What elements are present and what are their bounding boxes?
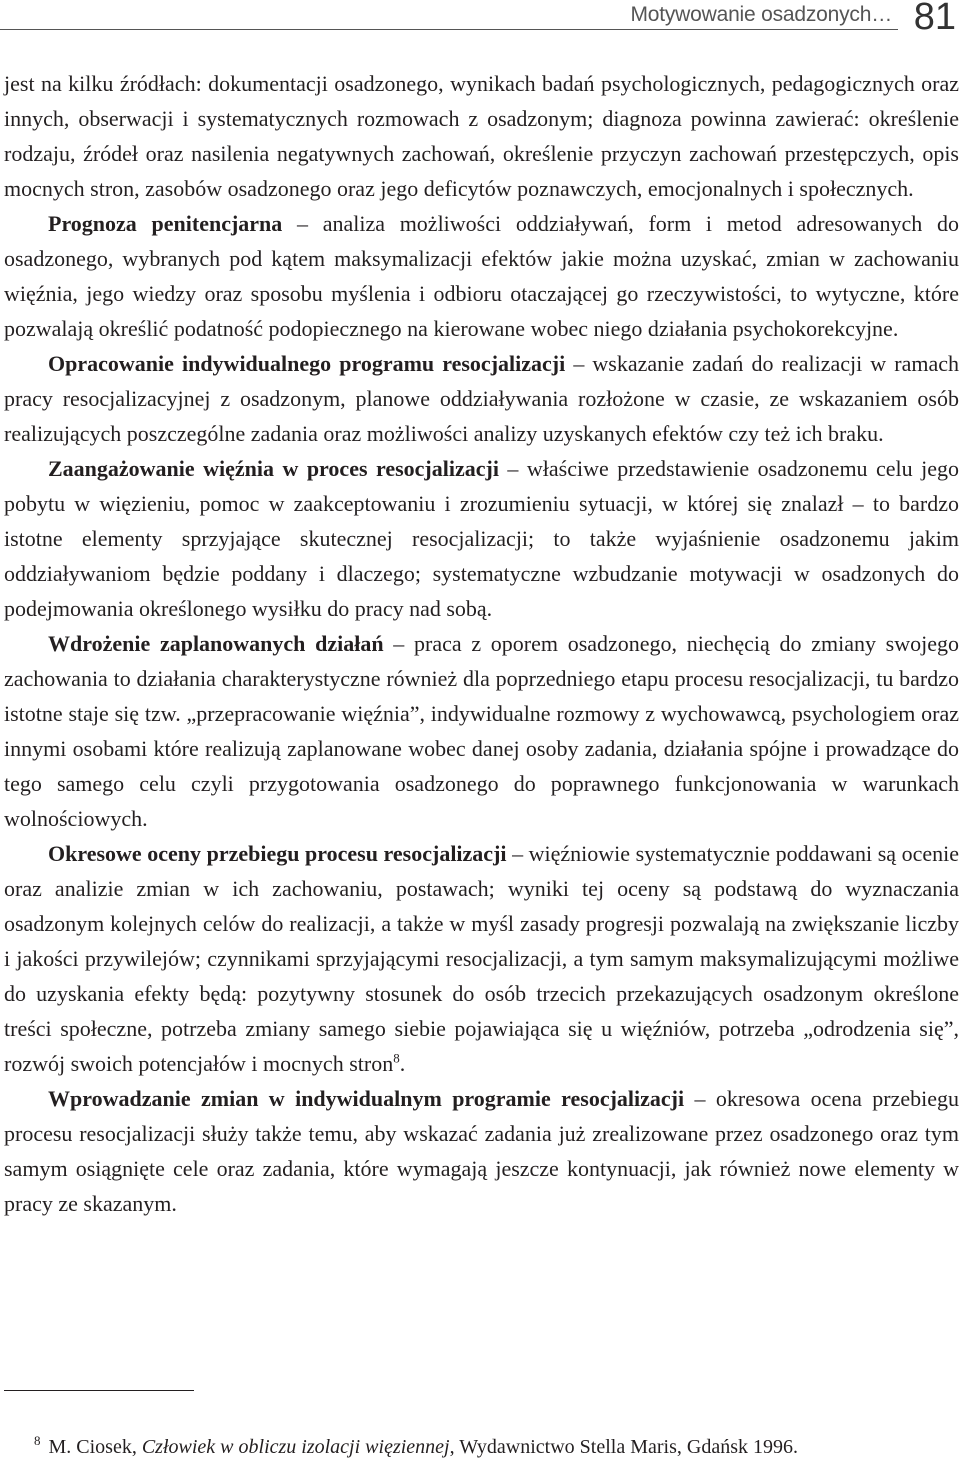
footnote-author: M. Ciosek, (48, 1436, 142, 1458)
paragraph-term: Prognoza penitencjarna (48, 211, 283, 236)
footnote-rule (4, 1390, 194, 1391)
footnote-title: Człowiek w obliczu izolacji więziennej (141, 1436, 450, 1458)
paragraph-term: Wprowadzanie zmian w indywidualnym programie resocjalizacji (48, 1086, 685, 1111)
paragraph-text: okresowa ocena przebiegu procesu resocjalizacji służy także temu, aby wskazać zadania już zrealizowane przez osadzonego oraz tym samym osiągnięte cele oraz zadania, które wymagają jeszcze kontynuacji, jak również nowe elementy w pracy ze skazanym. (4, 1086, 960, 1216)
term-dash: – (282, 211, 323, 236)
paragraph-text: jest na kilku źródłach: dokumentacji osadzonego, wynikach badań psychologicznych, pedagogicznych oraz innych, obserwacji i systematycznych rozmowach z osadzonym; diagnoza powinna zawierać: określenie rodzaju, źródeł oraz nasilenia negatywnych zachowań, określenie przyczyn zachowań przestępczych, opis mocnych stron, zasobów osadzonego oraz jego deficytów poznawczych, emocjonalnych i społecznych. (4, 71, 959, 201)
paragraph-engagement (4, 451, 959, 626)
footnote-number: 8 (34, 1433, 41, 1449)
footnote (4, 1434, 959, 1460)
paragraph-text: więźniowie systematycznie poddawani są ocenie oraz analizie zmian w ich zachowaniu, postawach; wyniki tej oceny są podstawą do wyznaczania osadzonym kolejnych celów do realizacji, a także w myśl zasady progresji pozwalają na zwiększanie liczby i jakości przywilejów; czynnikami sprzyjającymi resocjalizacji, a tym samym maksymalizującymi możliwe do uzyskania efekty będą: pozytywny stosunek do osób trzecich przekazujących osadzonym określone treści społeczne, potrzeba zmiany samego siebie pojawiająca się u więźniów, potrzeba „odrodzenia się”, rozwój swoich potencjałów i mocnych stron (4, 841, 959, 1076)
running-header (0, 0, 960, 44)
paragraph-implementation (4, 626, 959, 836)
paragraph-individual-program (4, 346, 959, 451)
paragraph-periodic-assessment (4, 836, 959, 1081)
paragraph-text: praca z oporem osadzonego, niechęcią do zmiany swojego zachowania to działania charakterystyczne również dla poprzedniego etapu procesu resocjalizacji, tu bardzo istotne staje się tzw. „przepracowanie więźnia”, indywidualne rozmowy z wychowawcą, psychologiem oraz innymi osobami które realizują zaplanowane wobec danej osoby zadania, działania spójne i prowadzące do tego samego celu czyli przygotowania osadzonego do poprawnego funkcjonowania w warunkach wolnościowych. (4, 631, 959, 831)
paragraph-tail: . (399, 1051, 406, 1076)
term-dash: – (684, 1086, 716, 1111)
paragraph-term: Opracowanie indywidualnego programu resocjalizacji (48, 351, 566, 376)
page-number: 81 (913, 0, 956, 38)
paragraph-term: Zaangażowanie więźnia w proces resocjalizacji (48, 456, 499, 481)
running-title: Motywowanie osadzonych… (630, 3, 892, 26)
paragraph-term: Okresowe oceny przebiegu procesu resocjalizacji (48, 841, 507, 866)
term-dash: – (565, 351, 593, 376)
paragraph-text: właściwe przedstawienie osadzonemu celu jego pobytu w więzieniu, pomoc w zaakceptowaniu i zrozumieniu sytuacji, w której się znalazł – to bardzo istotne elementy sprzyjające skutecznej resocjalizacji; to także wyjaśnienie osadzonemu jakim oddziaływaniom będzie poddany i dlaczego; systematyczne wzbudzanie motywacji w osadzonych do podejmowania określonego wysiłku do pracy nad sobą. (4, 456, 959, 621)
footnote-reference[interactable]: 8 (393, 1050, 400, 1066)
paragraph-term: Wdrożenie zaplanowanych działań (48, 631, 384, 656)
paragraph-prognosis (4, 206, 959, 346)
paragraph-text: analiza możliwości oddziaływań, form i metod adresowanych do osadzonego, wybranych pod kątem maksymalizacji efektów jakie można uzyskać, zmian w zachowaniu więźnia, jego wiedzy oraz sposobu myślenia i odbioru otaczającej go rzeczywistości, to wytyczne, które pozwalają określić podatność podopiecznego na kierowane wobec niego działania psychokorekcyjne. (4, 211, 959, 341)
term-dash: – (506, 841, 529, 866)
footnote-publisher: , Wydawnictwo Stella Maris, Gdańsk 1996. (449, 1436, 798, 1458)
paragraph-program-changes (4, 1081, 959, 1221)
paragraph-text: wskazanie zadań do realizacji w ramach pracy resocjalizacyjnej z osadzonym, planowe oddziaływania rozłożone w czasie, ze wskazaniem osób realizujących poszczególne zadania oraz możliwości analizy uzyskanych efektów czy też ich braku. (4, 351, 960, 446)
header-rule (0, 29, 898, 30)
term-dash: – (383, 631, 414, 656)
body-text (4, 66, 959, 1221)
paragraph-diagnosis-continuation (4, 66, 959, 206)
term-dash: – (498, 456, 527, 481)
